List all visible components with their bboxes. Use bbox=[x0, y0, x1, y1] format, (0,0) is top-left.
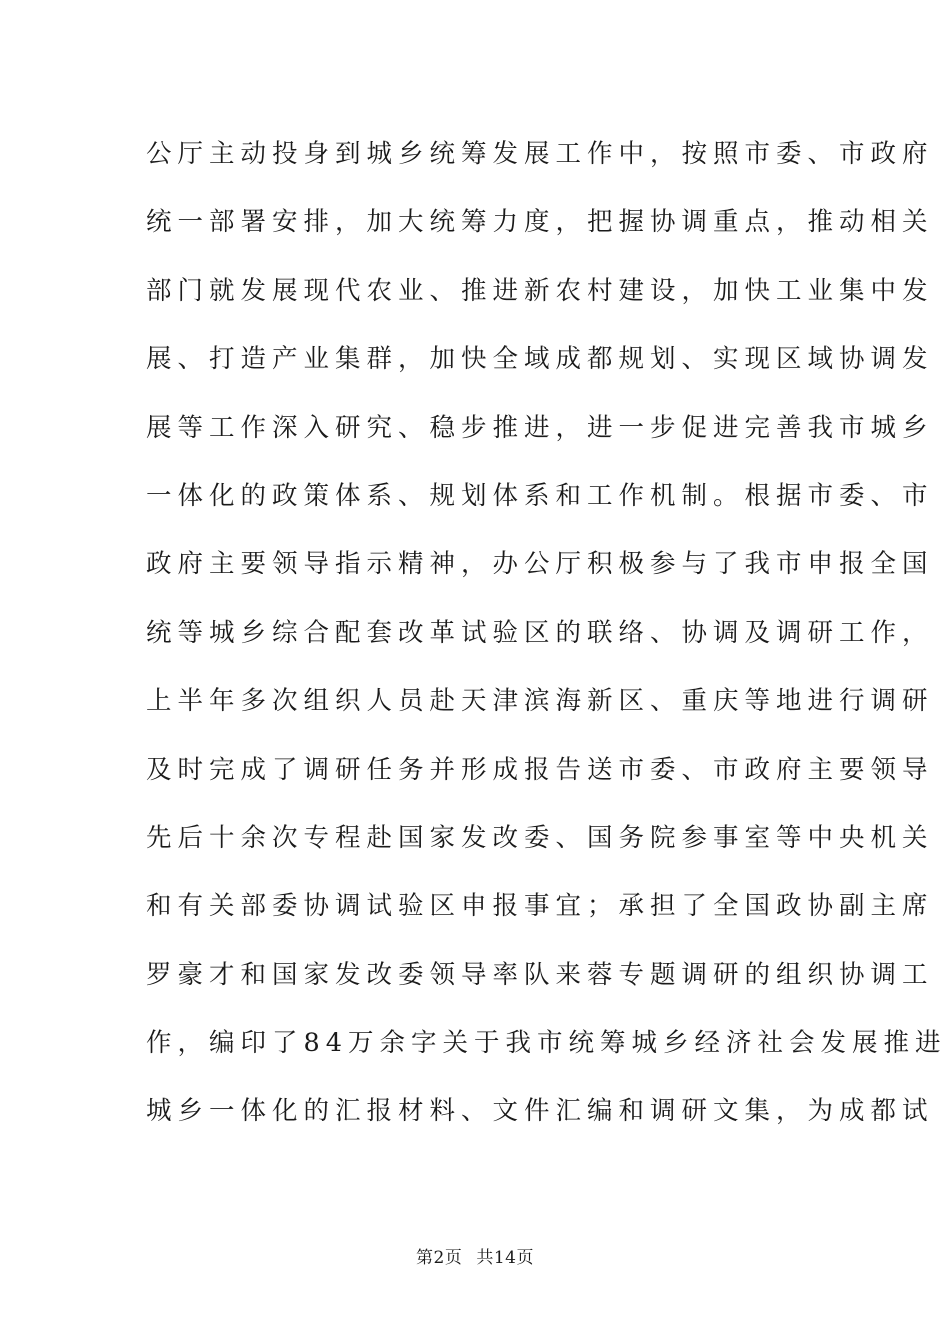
text-line: 及时完成了调研任务并形成报告送市委、市政府主要领导 bbox=[146, 754, 934, 785]
text-line: 城乡一体化的汇报材料、文件汇编和调研文集，为成都试 bbox=[146, 1096, 934, 1127]
text-line: 统等城乡综合配套改革试验区的联络、协调及调研工作， bbox=[146, 617, 934, 648]
text-line: 公厅主动投身到城乡统筹发展工作中，按照市委、市政府 bbox=[146, 139, 934, 169]
body-text bbox=[146, 130, 947, 1156]
text-line: 部门就发展现代农业、推进新农村建设，加快工业集中发 bbox=[146, 275, 934, 306]
text-line: 上半年多次组织人员赴天津滨海新区、重庆等地进行调研 bbox=[146, 686, 934, 717]
text-line: 展、打造产业集群，加快全域成都规划、实现区域协调发 bbox=[146, 344, 934, 375]
text-line: 一体化的政策体系、规划体系和工作机制。根据市委、市 bbox=[146, 480, 934, 511]
text-line: 先后十余次专程赴国家发改委、国务院参事室等中央机关 bbox=[146, 822, 934, 853]
page-total: 共14页 bbox=[476, 1248, 534, 1268]
page-footer bbox=[0, 1243, 950, 1268]
text-line: 和有关部委协调试验区申报事宜；承担了全国政协副主席 bbox=[146, 891, 934, 922]
text-line: 作，编印了84万余字关于我市统筹城乡经济社会发展推进 bbox=[146, 1028, 947, 1059]
text-line: 展等工作深入研究、稳步推进，进一步促进完善我市城乡 bbox=[146, 412, 934, 443]
text-line: 罗豪才和国家发改委领导率队来蓉专题调研的组织协调工 bbox=[146, 959, 934, 990]
page-number: 第2页 bbox=[416, 1248, 463, 1268]
text-line: 政府主要领导指示精神，办公厅积极参与了我市申报全国 bbox=[146, 549, 934, 580]
text-line: 统一部署安排，加大统筹力度，把握协调重点，推动相关 bbox=[146, 207, 934, 238]
